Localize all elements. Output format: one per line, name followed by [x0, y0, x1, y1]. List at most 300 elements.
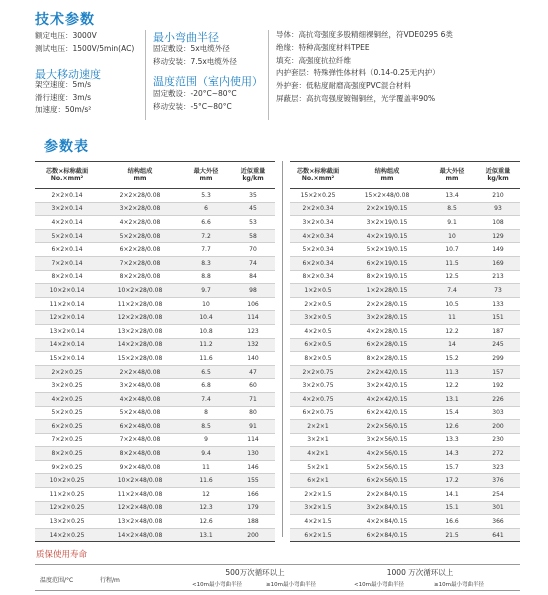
header-structure: 结构组成 mm [346, 162, 428, 189]
cell-max-diameter: 12.2 [428, 379, 476, 393]
cell-weight: 71 [231, 392, 275, 406]
cell-structure: 6×2×56/0.15 [346, 474, 428, 488]
header-max-diameter: 最大外径 mm [428, 162, 476, 189]
cell-weight: 157 [476, 365, 520, 379]
table-row [35, 284, 275, 298]
cell-structure: 4×2×28/0.15 [346, 324, 428, 338]
table-row [290, 324, 520, 338]
cell-cores: 6×2×0.75 [290, 406, 346, 420]
cell-max-diameter: 7.2 [181, 229, 231, 243]
table-row [290, 420, 520, 434]
cell-weight: 155 [231, 474, 275, 488]
cell-cores: 10×2×0.14 [35, 284, 99, 298]
table-row [290, 352, 520, 366]
table-row [290, 433, 520, 447]
cell-max-diameter: 11.5 [428, 256, 476, 270]
cell-weight: 192 [476, 379, 520, 393]
cell-cores: 4×2×0.34 [290, 229, 346, 243]
cell-max-diameter: 9 [181, 433, 231, 447]
temp-lines [153, 88, 237, 113]
cell-max-diameter: 11 [181, 460, 231, 474]
table-row [290, 270, 520, 284]
table-header-row [290, 162, 520, 189]
cell-structure: 8×2×19/0.15 [346, 270, 428, 284]
cell-max-diameter: 10.5 [428, 297, 476, 311]
cell-structure: 4×2×84/0.15 [346, 515, 428, 529]
cell-cores: 13×2×0.25 [35, 515, 99, 529]
cell-max-diameter: 11 [428, 311, 476, 325]
table-row [35, 379, 275, 393]
cell-cores: 4×2×0.5 [290, 324, 346, 338]
cell-weight: 35 [231, 189, 275, 203]
cell-structure: 12×2×48/0.08 [99, 501, 181, 515]
cell-structure: 5×2×48/0.08 [99, 406, 181, 420]
cell-max-diameter: 11.6 [181, 352, 231, 366]
cell-max-diameter: 6.6 [181, 216, 231, 230]
cell-structure: 2×2×19/0.15 [346, 202, 428, 216]
table-row [35, 515, 275, 529]
cell-max-diameter: 5.3 [181, 189, 231, 203]
tech-title: 技术参数 [35, 12, 95, 28]
cell-weight: 114 [231, 311, 275, 325]
cell-cores: 8×2×0.5 [290, 352, 346, 366]
cell-structure: 10×2×48/0.08 [99, 474, 181, 488]
table-row [35, 420, 275, 434]
bend-title: 最小弯曲半径 [153, 31, 219, 44]
table-row [35, 460, 275, 474]
cell-cores: 6×2×1.5 [290, 528, 346, 542]
table-row [290, 216, 520, 230]
cell-weight: 45 [231, 202, 275, 216]
cell-structure: 13×2×28/0.08 [99, 324, 181, 338]
cell-structure: 6×2×19/0.15 [346, 256, 428, 270]
cell-weight: 366 [476, 515, 520, 529]
cell-structure: 5×2×19/0.15 [346, 243, 428, 257]
table-row [35, 474, 275, 488]
cell-cores: 1×2×0.5 [290, 284, 346, 298]
header-weight: 近似重量 kg/km [231, 162, 275, 189]
cell-max-diameter: 7.4 [428, 284, 476, 298]
cell-weight: 58 [231, 229, 275, 243]
cell-weight: 179 [231, 501, 275, 515]
cell-cores: 3×2×0.75 [290, 379, 346, 393]
cell-max-diameter: 6.5 [181, 365, 231, 379]
table-header-row [35, 162, 275, 189]
cell-cores: 3×2×0.25 [35, 379, 99, 393]
life-group-1: 500万次循环以上 [225, 568, 285, 577]
table-row [290, 284, 520, 298]
cell-cores: 5×2×0.25 [35, 406, 99, 420]
cell-structure: 2×2×48/0.08 [99, 365, 181, 379]
cell-cores: 5×2×0.14 [35, 229, 99, 243]
cell-structure: 1×2×28/0.15 [346, 284, 428, 298]
cell-structure: 3×2×28/0.08 [99, 202, 181, 216]
acceleration: 加速度：50m/s² [35, 105, 92, 114]
cell-cores: 3×2×0.14 [35, 202, 99, 216]
cell-structure: 2×2×42/0.15 [346, 365, 428, 379]
cell-cores: 3×2×0.5 [290, 311, 346, 325]
cell-max-diameter: 17.2 [428, 474, 476, 488]
table-row [35, 352, 275, 366]
life-col-temp: 温度范围/°C [40, 577, 74, 584]
cell-weight: 188 [231, 515, 275, 529]
table-row [290, 501, 520, 515]
table-row [35, 256, 275, 270]
table-row [35, 488, 275, 502]
cell-cores: 15×2×0.14 [35, 352, 99, 366]
cell-weight: 169 [476, 256, 520, 270]
cell-weight: 73 [476, 284, 520, 298]
cell-max-diameter: 10.4 [181, 311, 231, 325]
life-top-rule [35, 564, 520, 565]
spec-insulation: 绝缘：特种高强度材料TPEE [276, 42, 370, 52]
cell-weight: 301 [476, 501, 520, 515]
header-cores: 芯数×标称截面 No.×mm² [35, 162, 99, 189]
cell-structure: 15×2×28/0.08 [99, 352, 181, 366]
cell-max-diameter: 12.3 [181, 501, 231, 515]
temp-title: 温度范围（室内使用） [153, 75, 263, 88]
table-row [35, 338, 275, 352]
cell-structure: 3×2×19/0.15 [346, 216, 428, 230]
cell-weight: 93 [476, 202, 520, 216]
cell-weight: 641 [476, 528, 520, 542]
cell-cores: 15×2×0.25 [290, 189, 346, 203]
spec-conductor: 导体：高抗弯强度多股精细裸铜丝，符VDE0295 6类 [276, 30, 453, 39]
cell-max-diameter: 12.5 [428, 270, 476, 284]
cell-structure: 11×2×48/0.08 [99, 488, 181, 502]
cell-cores: 2×2×0.5 [290, 297, 346, 311]
cell-weight: 166 [231, 488, 275, 502]
life-group-2-sub-a: <10m最小弯曲半径 [354, 582, 404, 588]
cell-weight: 98 [231, 284, 275, 298]
cell-weight: 187 [476, 324, 520, 338]
cell-weight: 226 [476, 392, 520, 406]
cell-cores: 2×2×1.5 [290, 488, 346, 502]
table-row [35, 433, 275, 447]
cell-max-diameter: 12.6 [428, 420, 476, 434]
table-row [290, 365, 520, 379]
cell-cores: 2×2×0.14 [35, 189, 99, 203]
cell-max-diameter: 8.8 [181, 270, 231, 284]
table-row [290, 515, 520, 529]
cell-max-diameter: 10 [181, 297, 231, 311]
cell-structure: 6×2×48/0.08 [99, 420, 181, 434]
table-row [290, 474, 520, 488]
table-row [290, 447, 520, 461]
cell-cores: 6×2×0.14 [35, 243, 99, 257]
cell-structure: 11×2×28/0.08 [99, 297, 181, 311]
table-row [35, 311, 275, 325]
speed-overhead: 架空速度：5m/s [35, 80, 92, 89]
speed-lines [35, 79, 91, 117]
cell-weight: 80 [231, 406, 275, 420]
tech-lines [35, 30, 134, 55]
spec-outer-sheath: 外护套：低粘度耐磨高强度PVC混合材料 [276, 81, 411, 91]
life-group-1-sub-b: ≥10m最小弯曲半径 [266, 582, 316, 588]
test-voltage: 测试电压：1500V/5min(AC) [35, 43, 135, 53]
life-mid-rule [35, 590, 520, 591]
cell-structure: 3×2×42/0.15 [346, 379, 428, 393]
cell-structure: 4×2×48/0.08 [99, 392, 181, 406]
cell-max-diameter: 13.3 [428, 433, 476, 447]
cell-weight: 132 [231, 338, 275, 352]
cell-max-diameter: 14.1 [428, 488, 476, 502]
cell-max-diameter: 8.5 [181, 420, 231, 434]
cell-cores: 6×2×1 [290, 474, 346, 488]
table-divider [282, 161, 283, 537]
temp-mobile: 移动安装：-5°C~80°C [153, 101, 232, 111]
cell-cores: 14×2×0.25 [35, 528, 99, 542]
cell-structure: 14×2×28/0.08 [99, 338, 181, 352]
cell-cores: 2×2×0.25 [35, 365, 99, 379]
cell-cores: 11×2×0.14 [35, 297, 99, 311]
table-row [290, 189, 520, 203]
cell-structure: 6×2×28/0.15 [346, 338, 428, 352]
cell-max-diameter: 16.6 [428, 515, 476, 529]
cell-structure: 8×2×48/0.08 [99, 447, 181, 461]
cell-max-diameter: 7.4 [181, 392, 231, 406]
cell-weight: 149 [476, 243, 520, 257]
cell-cores: 6×2×0.5 [290, 338, 346, 352]
cell-cores: 2×2×1 [290, 420, 346, 434]
cell-max-diameter: 10 [428, 229, 476, 243]
cell-structure: 13×2×48/0.08 [99, 515, 181, 529]
cell-max-diameter: 15.1 [428, 501, 476, 515]
cell-cores: 11×2×0.25 [35, 488, 99, 502]
cell-structure: 14×2×48/0.08 [99, 528, 181, 542]
spec-lines [276, 29, 453, 106]
cell-cores: 9×2×0.25 [35, 460, 99, 474]
table-row [35, 501, 275, 515]
cell-structure: 12×2×28/0.08 [99, 311, 181, 325]
speed-sliding: 滑行速度：3m/s [35, 92, 92, 102]
cell-weight: 140 [231, 352, 275, 366]
cell-weight: 299 [476, 352, 520, 366]
cell-cores: 4×2×0.75 [290, 392, 346, 406]
cell-max-diameter: 12.6 [181, 515, 231, 529]
cell-structure: 3×2×48/0.08 [99, 379, 181, 393]
cell-weight: 200 [231, 528, 275, 542]
cell-weight: 272 [476, 447, 520, 461]
header-max-diameter: 最大外径 mm [181, 162, 231, 189]
table-row [35, 216, 275, 230]
cell-max-diameter: 15.2 [428, 352, 476, 366]
cell-weight: 47 [231, 365, 275, 379]
cell-cores: 12×2×0.25 [35, 501, 99, 515]
cell-cores: 2×2×0.34 [290, 202, 346, 216]
cell-weight: 230 [476, 433, 520, 447]
cell-weight: 114 [231, 433, 275, 447]
cell-cores: 10×2×0.25 [35, 474, 99, 488]
cell-structure: 3×2×56/0.15 [346, 433, 428, 447]
cell-weight: 245 [476, 338, 520, 352]
table-row [35, 297, 275, 311]
cell-weight: 133 [476, 297, 520, 311]
table-row [35, 270, 275, 284]
bend-mobile: 移动安装：7.5x电缆外径 [153, 56, 237, 66]
cell-weight: 210 [476, 189, 520, 203]
cell-max-diameter: 6.8 [181, 379, 231, 393]
divider-2 [268, 30, 269, 120]
cell-structure: 4×2×56/0.15 [346, 447, 428, 461]
cell-cores: 14×2×0.14 [35, 338, 99, 352]
header-cores: 芯数×标称截面 No.×mm² [290, 162, 346, 189]
cell-cores: 12×2×0.14 [35, 311, 99, 325]
cell-cores: 2×2×0.75 [290, 365, 346, 379]
cell-weight: 323 [476, 460, 520, 474]
cell-cores: 4×2×0.14 [35, 216, 99, 230]
cell-structure: 10×2×28/0.08 [99, 284, 181, 298]
life-col-travel: 行程/m [100, 577, 120, 584]
cell-structure: 9×2×48/0.08 [99, 460, 181, 474]
life-group-2: 1000 万次循环以上 [386, 568, 454, 577]
cell-max-diameter: 8.5 [428, 202, 476, 216]
params-title: 参数表 [44, 139, 89, 155]
table-row [290, 528, 520, 542]
table-row [35, 324, 275, 338]
temp-fixed: 固定敷设：-20°C~80°C [153, 89, 237, 98]
table-row [290, 229, 520, 243]
cell-max-diameter: 10.8 [181, 324, 231, 338]
cell-cores: 8×2×0.34 [290, 270, 346, 284]
cell-weight: 146 [231, 460, 275, 474]
cell-cores: 3×2×1.5 [290, 501, 346, 515]
cell-weight: 151 [476, 311, 520, 325]
cell-structure: 6×2×28/0.08 [99, 243, 181, 257]
divider-1 [145, 30, 146, 120]
table-row [290, 311, 520, 325]
cell-structure: 3×2×84/0.15 [346, 501, 428, 515]
cell-structure: 3×2×28/0.15 [346, 311, 428, 325]
table-row [290, 243, 520, 257]
bend-lines [153, 43, 237, 68]
cell-max-diameter: 12.2 [428, 324, 476, 338]
cell-structure: 2×2×28/0.08 [99, 189, 181, 203]
cell-weight: 376 [476, 474, 520, 488]
cell-max-diameter: 11.6 [181, 474, 231, 488]
cell-max-diameter: 12 [181, 488, 231, 502]
cell-max-diameter: 9.4 [181, 447, 231, 461]
cell-cores: 4×2×1 [290, 447, 346, 461]
table-row [35, 243, 275, 257]
spec-filler: 填充：高强度抗拉纤维 [276, 55, 351, 65]
cell-max-diameter: 13.4 [428, 189, 476, 203]
cell-weight: 130 [231, 447, 275, 461]
table-row [290, 202, 520, 216]
cell-structure: 5×2×28/0.08 [99, 229, 181, 243]
cell-max-diameter: 15.4 [428, 406, 476, 420]
cell-weight: 91 [231, 420, 275, 434]
table-row [35, 229, 275, 243]
table-row [35, 392, 275, 406]
table-row [35, 202, 275, 216]
cell-cores: 3×2×0.34 [290, 216, 346, 230]
table-row [35, 406, 275, 420]
table-row [290, 460, 520, 474]
cell-cores: 13×2×0.14 [35, 324, 99, 338]
params-table-right [290, 161, 520, 542]
cell-structure: 4×2×19/0.15 [346, 229, 428, 243]
cell-structure: 2×2×28/0.15 [346, 297, 428, 311]
table-row [35, 189, 275, 203]
speed-title: 最大移动速度 [35, 68, 101, 81]
cell-cores: 6×2×0.25 [35, 420, 99, 434]
table-row [290, 338, 520, 352]
table-row [290, 297, 520, 311]
cell-structure: 4×2×28/0.08 [99, 216, 181, 230]
cell-cores: 7×2×0.25 [35, 433, 99, 447]
cell-cores: 7×2×0.14 [35, 256, 99, 270]
header-weight: 近似重量 kg/km [476, 162, 520, 189]
life-group-2-sub-b: ≥10m最小弯曲半径 [434, 582, 484, 588]
bend-fixed: 固定敷设：5x电缆外径 [153, 44, 230, 53]
cell-weight: 200 [476, 420, 520, 434]
cell-max-diameter: 10.7 [428, 243, 476, 257]
cell-cores: 8×2×0.25 [35, 447, 99, 461]
cell-cores: 6×2×0.34 [290, 256, 346, 270]
cell-structure: 6×2×84/0.15 [346, 528, 428, 542]
spec-shield: 屏蔽层：高抗弯强度镀锡铜丝，光学覆盖率90% [276, 93, 436, 103]
table-row [290, 392, 520, 406]
cell-max-diameter: 8.3 [181, 256, 231, 270]
cell-max-diameter: 11.3 [428, 365, 476, 379]
cell-structure: 7×2×28/0.08 [99, 256, 181, 270]
cell-weight: 254 [476, 488, 520, 502]
spec-inner-sheath: 内护套层：特殊弹性体材料（0.14-0.25无内护） [276, 68, 440, 78]
cell-max-diameter: 9.7 [181, 284, 231, 298]
cell-structure: 2×2×56/0.15 [346, 420, 428, 434]
cell-weight: 74 [231, 256, 275, 270]
cell-max-diameter: 15.7 [428, 460, 476, 474]
cell-weight: 123 [231, 324, 275, 338]
cell-max-diameter: 11.2 [181, 338, 231, 352]
table-row [290, 256, 520, 270]
table-row [290, 406, 520, 420]
cell-structure: 5×2×56/0.15 [346, 460, 428, 474]
cell-weight: 108 [476, 216, 520, 230]
cell-max-diameter: 13.1 [181, 528, 231, 542]
cell-max-diameter: 7.7 [181, 243, 231, 257]
cell-cores: 8×2×0.14 [35, 270, 99, 284]
cell-max-diameter: 9.1 [428, 216, 476, 230]
cell-max-diameter: 14 [428, 338, 476, 352]
params-table-left [35, 161, 275, 542]
cell-cores: 5×2×0.34 [290, 243, 346, 257]
table-row [35, 365, 275, 379]
cell-max-diameter: 13.1 [428, 392, 476, 406]
cell-max-diameter: 6 [181, 202, 231, 216]
cell-cores: 3×2×1 [290, 433, 346, 447]
cell-cores: 5×2×1 [290, 460, 346, 474]
cell-structure: 6×2×42/0.15 [346, 406, 428, 420]
cell-weight: 53 [231, 216, 275, 230]
cell-cores: 4×2×1.5 [290, 515, 346, 529]
cell-weight: 70 [231, 243, 275, 257]
rated-voltage: 额定电压：3000V [35, 31, 97, 40]
life-group-1-sub-a: <10m最小弯曲半径 [192, 582, 242, 588]
header-structure: 结构组成 mm [99, 162, 181, 189]
cell-structure: 15×2×48/0.08 [346, 189, 428, 203]
cell-weight: 303 [476, 406, 520, 420]
cell-weight: 84 [231, 270, 275, 284]
cell-cores: 4×2×0.25 [35, 392, 99, 406]
cell-weight: 106 [231, 297, 275, 311]
cell-structure: 7×2×48/0.08 [99, 433, 181, 447]
cell-structure: 8×2×28/0.15 [346, 352, 428, 366]
table-row [35, 528, 275, 542]
cell-max-diameter: 14.3 [428, 447, 476, 461]
cell-weight: 60 [231, 379, 275, 393]
